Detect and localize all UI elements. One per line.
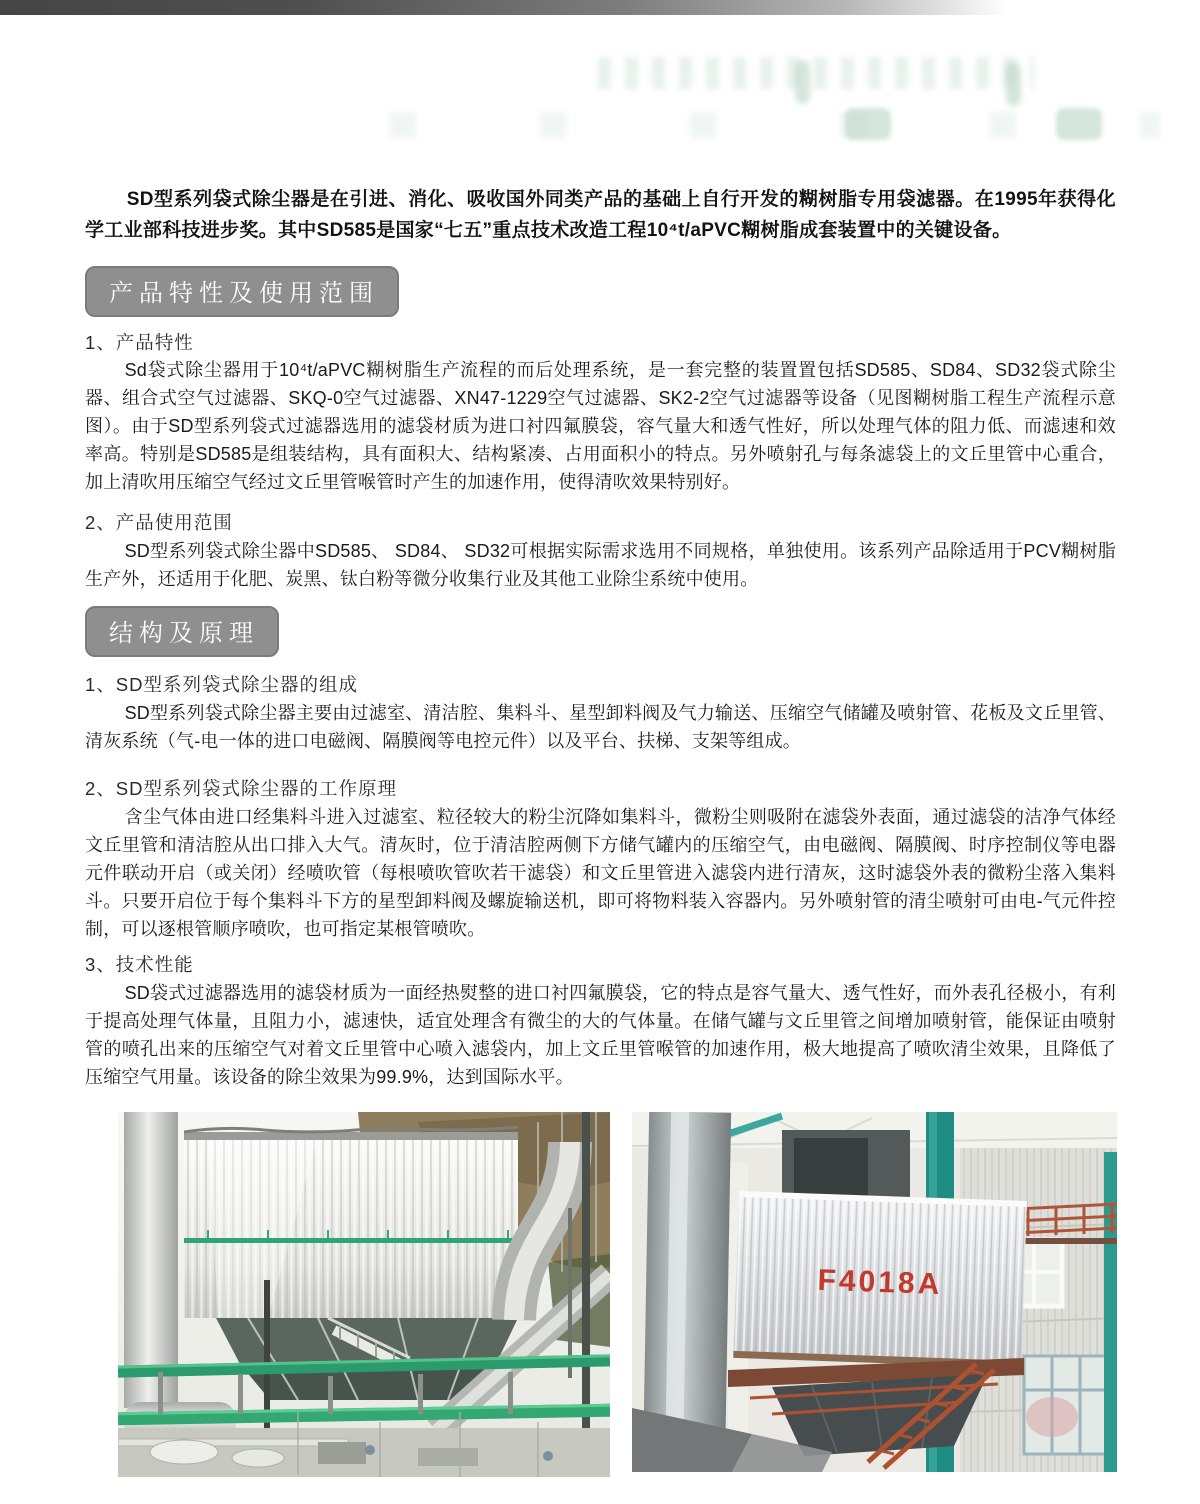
heading-product-characteristics: 1、产品特性	[85, 332, 194, 353]
photo-dust-collector-outdoor	[118, 1112, 610, 1477]
photo-equipment-label: F4018A	[817, 1263, 943, 1302]
paragraph-working-principle: 含尘气体由进口经集料斗进入过滤室、粒径较大的粉尘沉降如集料斗，微粉尘则吸附在滤袋外表面，通过滤袋的洁净气体经文丘里管和清洁腔从出口排入大气。清灰时，位于清洁腔两侧下方储气罐内的压缩空气，由电磁阀、隔膜阀、时序控制仪等电器元件联动开启（或关闭）经喷吹管（每根喷吹管吹若干滤袋）和文丘里管进入滤袋内进行清灰，这时滤袋外表的微粉尘落入集料斗。只要开启位于每个集料斗下方的星型卸料阀及螺旋输送机，即可将物料装入容器内。另外喷射管的清尘喷射可由电-气元件控制，可以逐根管顺序喷吹，也可指定某根管喷吹。	[85, 807, 1116, 939]
photo-left-illustration	[118, 1112, 610, 1477]
watermark	[1056, 108, 1102, 140]
heading-technical-performance: 3、技术性能	[85, 954, 194, 975]
section-header-product-features	[85, 266, 399, 317]
photo-right-illustration	[632, 1112, 1117, 1472]
watermark	[795, 60, 810, 104]
section-title: 结构及原理	[109, 620, 259, 647]
watermark	[390, 112, 1160, 138]
paragraph-composition: SD型系列袋式除尘器主要由过滤室、清洁腔、集料斗、星型卸料阀及气力输送、压缩空气储罐及喷射管、花板及文丘里管、清灰系统（气-电一体的进口电磁阀、隔膜阀等电控元件）以及平台、扶梯、支架等组成。	[85, 703, 1116, 751]
heading-working-principle: 2、SD型系列袋式除尘器的工作原理	[85, 778, 397, 799]
paragraph-product-characteristics: Sd袋式除尘器用于10⁴t/aPVC糊树脂生产流程的而后处理系统，是一套完整的装置置包括SD585、SD84、SD32袋式除尘器、组合式空气过滤器、SKQ-0空气过滤器、XN47-1229空气过滤器、SK2-2空气过滤器等设备（见图糊树脂工程生产流程示意图）。由于SD型系列袋式过滤器选用的滤袋材质为进口衬四氟膜袋，容气量大和透气性好，所以处理气体的阻力低、而滤速和效率高。特别是SD585是组装结构，具有面积大、结构紧凑、占用面积小的特点。另外喷射孔与每条滤袋上的文丘里管中心重合，加上清吹用压缩空气经过文丘里管喉管时产生的加速作用，使得清吹效果特别好。	[85, 360, 1116, 492]
paragraph-product-usage-scope: SD型系列袋式除尘器中SD585、 SD84、 SD32可根据实际需求选用不同规格，单独使用。该系列产品除适用于PCV糊树脂生产外，还适用于化肥、炭黑、钛白粉等微分收集行业及其他工业除尘系统中使用。	[85, 541, 1116, 589]
photo-dust-collector-indoor-f4018a	[632, 1112, 1117, 1472]
intro-paragraph: SD型系列袋式除尘器是在引进、消化、吸收国外同类产品的基础上自行开发的糊树脂专用袋滤器。在1995年获得化学工业部科技进步奖。其中SD585是国家“七五”重点技术改造工程10⁴t/aPVC糊树脂成套装置中的关键设备。	[85, 189, 1116, 241]
watermark	[845, 108, 891, 140]
watermark	[598, 57, 1034, 89]
heading-product-usage-scope: 2、产品使用范围	[85, 512, 233, 533]
paragraph-technical-performance: SD袋式过滤器选用的滤袋材质为一面经热熨整的进口衬四氟膜袋，它的特点是容气量大、透气性好，而外表孔径极小，有利于提高处理气体量，且阻力小，滤速快，适宜处理含有微尘的大的气体量。在储气罐与文丘里管之间增加喷射管，能保证由喷射管的喷孔出来的压缩空气对着文丘里管中心喷入滤袋内，加上文丘里管喉管的加速作用，极大地提高了喷吹清尘效果，且降低了压缩空气用量。该设备的除尘效果为99.9%，达到国际水平。	[85, 983, 1116, 1087]
top-gradient-bar	[0, 0, 1200, 15]
heading-composition: 1、SD型系列袋式除尘器的组成	[85, 674, 358, 695]
section-title: 产品特性及使用范围	[109, 280, 379, 307]
watermark	[1006, 62, 1021, 106]
section-header-structure-principle	[85, 606, 279, 657]
